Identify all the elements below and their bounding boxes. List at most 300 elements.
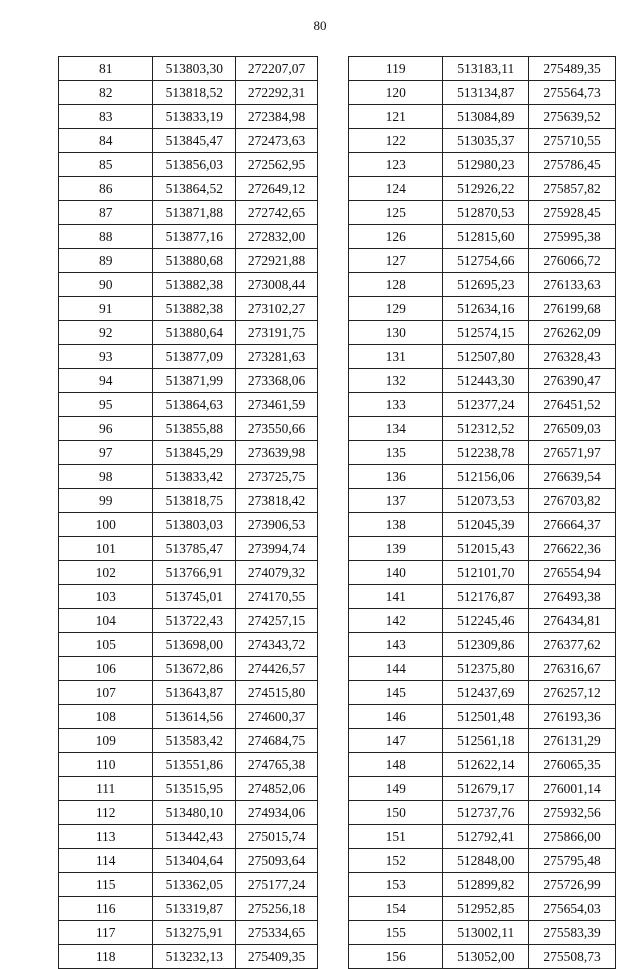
x-coordinate-cell: 512952,85 (443, 897, 529, 921)
y-coordinate-cell: 275583,39 (529, 921, 616, 945)
point-number-cell: 150 (349, 801, 443, 825)
table-row (349, 609, 616, 633)
x-coordinate-cell: 512101,70 (443, 561, 529, 585)
x-coordinate-cell: 513785,47 (153, 537, 236, 561)
y-coordinate-cell: 275995,38 (529, 225, 616, 249)
table-row (349, 129, 616, 153)
point-number-cell: 86 (59, 177, 153, 201)
x-coordinate-cell: 513614,56 (153, 705, 236, 729)
y-coordinate-cell: 275508,73 (529, 945, 616, 969)
table-row (59, 297, 318, 321)
y-coordinate-cell: 273725,75 (236, 465, 318, 489)
x-coordinate-cell: 513877,09 (153, 345, 236, 369)
table-row (59, 729, 318, 753)
point-number-cell: 134 (349, 417, 443, 441)
point-number-cell: 124 (349, 177, 443, 201)
table-row (349, 873, 616, 897)
x-coordinate-cell: 512634,16 (443, 297, 529, 321)
y-coordinate-cell: 276066,72 (529, 249, 616, 273)
point-number-cell: 91 (59, 297, 153, 321)
point-number-cell: 138 (349, 513, 443, 537)
y-coordinate-cell: 276199,68 (529, 297, 616, 321)
y-coordinate-cell: 276377,62 (529, 633, 616, 657)
y-coordinate-cell: 275489,35 (529, 57, 616, 81)
point-number-cell: 117 (59, 921, 153, 945)
point-number-cell: 141 (349, 585, 443, 609)
table-row (59, 873, 318, 897)
point-number-cell: 127 (349, 249, 443, 273)
table-row (59, 273, 318, 297)
x-coordinate-cell: 512926,22 (443, 177, 529, 201)
x-coordinate-cell: 512815,60 (443, 225, 529, 249)
table-row (349, 417, 616, 441)
x-coordinate-cell: 513845,29 (153, 441, 236, 465)
x-coordinate-cell: 513084,89 (443, 105, 529, 129)
table-row (59, 57, 318, 81)
point-number-cell: 154 (349, 897, 443, 921)
point-number-cell: 137 (349, 489, 443, 513)
point-number-cell: 143 (349, 633, 443, 657)
y-coordinate-cell: 276434,81 (529, 609, 616, 633)
point-number-cell: 85 (59, 153, 153, 177)
x-coordinate-cell: 513442,43 (153, 825, 236, 849)
x-coordinate-cell: 512443,30 (443, 369, 529, 393)
table-row (349, 369, 616, 393)
point-number-cell: 155 (349, 921, 443, 945)
x-coordinate-cell: 512377,24 (443, 393, 529, 417)
y-coordinate-cell: 275866,00 (529, 825, 616, 849)
y-coordinate-cell: 276193,36 (529, 705, 616, 729)
point-number-cell: 135 (349, 441, 443, 465)
table-body (349, 57, 616, 969)
x-coordinate-cell: 512501,48 (443, 705, 529, 729)
y-coordinate-cell: 276131,29 (529, 729, 616, 753)
y-coordinate-cell: 276571,97 (529, 441, 616, 465)
table-row (349, 225, 616, 249)
table-row (59, 849, 318, 873)
x-coordinate-cell: 513052,00 (443, 945, 529, 969)
point-number-cell: 93 (59, 345, 153, 369)
point-number-cell: 114 (59, 849, 153, 873)
y-coordinate-cell: 275409,35 (236, 945, 318, 969)
y-coordinate-cell: 275786,45 (529, 153, 616, 177)
y-coordinate-cell: 274426,57 (236, 657, 318, 681)
table-row (349, 393, 616, 417)
point-number-cell: 153 (349, 873, 443, 897)
x-coordinate-cell: 512679,17 (443, 777, 529, 801)
x-coordinate-cell: 513856,03 (153, 153, 236, 177)
table-row (59, 585, 318, 609)
y-coordinate-cell: 276257,12 (529, 681, 616, 705)
y-coordinate-cell: 274170,55 (236, 585, 318, 609)
table-row (59, 153, 318, 177)
point-number-cell: 102 (59, 561, 153, 585)
x-coordinate-cell: 512437,69 (443, 681, 529, 705)
point-number-cell: 132 (349, 369, 443, 393)
y-coordinate-cell: 275654,03 (529, 897, 616, 921)
x-coordinate-cell: 512507,80 (443, 345, 529, 369)
table-row (59, 129, 318, 153)
y-coordinate-cell: 276554,94 (529, 561, 616, 585)
x-coordinate-cell: 513766,91 (153, 561, 236, 585)
y-coordinate-cell: 274343,72 (236, 633, 318, 657)
point-number-cell: 106 (59, 657, 153, 681)
y-coordinate-cell: 276509,03 (529, 417, 616, 441)
x-coordinate-cell: 513745,01 (153, 585, 236, 609)
point-number-cell: 152 (349, 849, 443, 873)
x-coordinate-cell: 512245,46 (443, 609, 529, 633)
point-number-cell: 113 (59, 825, 153, 849)
point-number-cell: 126 (349, 225, 443, 249)
y-coordinate-cell: 275857,82 (529, 177, 616, 201)
x-coordinate-cell: 512792,41 (443, 825, 529, 849)
table-row (59, 633, 318, 657)
x-coordinate-cell: 513818,52 (153, 81, 236, 105)
x-coordinate-cell: 513183,11 (443, 57, 529, 81)
y-coordinate-cell: 276316,67 (529, 657, 616, 681)
table-row (349, 921, 616, 945)
point-number-cell: 92 (59, 321, 153, 345)
point-number-cell: 98 (59, 465, 153, 489)
y-coordinate-cell: 275726,99 (529, 873, 616, 897)
x-coordinate-cell: 513722,43 (153, 609, 236, 633)
y-coordinate-cell: 272384,98 (236, 105, 318, 129)
table-row (349, 57, 616, 81)
y-coordinate-cell: 276451,52 (529, 393, 616, 417)
table-row (349, 321, 616, 345)
table-row (59, 537, 318, 561)
table-row (349, 201, 616, 225)
y-coordinate-cell: 276664,37 (529, 513, 616, 537)
x-coordinate-cell: 513134,87 (443, 81, 529, 105)
table-row (349, 345, 616, 369)
x-coordinate-cell: 512980,23 (443, 153, 529, 177)
table-row (349, 633, 616, 657)
table-row (59, 465, 318, 489)
y-coordinate-cell: 276703,82 (529, 489, 616, 513)
table-row (59, 345, 318, 369)
table-row (59, 441, 318, 465)
table-row (349, 777, 616, 801)
x-coordinate-cell: 512622,14 (443, 753, 529, 777)
table-body (59, 57, 318, 969)
y-coordinate-cell: 272473,63 (236, 129, 318, 153)
y-coordinate-cell: 275256,18 (236, 897, 318, 921)
table-row (59, 801, 318, 825)
point-number-cell: 105 (59, 633, 153, 657)
y-coordinate-cell: 274257,15 (236, 609, 318, 633)
point-number-cell: 129 (349, 297, 443, 321)
x-coordinate-cell: 512045,39 (443, 513, 529, 537)
table-row (59, 657, 318, 681)
x-coordinate-cell: 513698,00 (153, 633, 236, 657)
y-coordinate-cell: 273994,74 (236, 537, 318, 561)
y-coordinate-cell: 273281,63 (236, 345, 318, 369)
table-row (59, 897, 318, 921)
x-coordinate-cell: 512695,23 (443, 273, 529, 297)
y-coordinate-cell: 273191,75 (236, 321, 318, 345)
x-coordinate-cell: 513583,42 (153, 729, 236, 753)
x-coordinate-cell: 513362,05 (153, 873, 236, 897)
x-coordinate-cell: 513035,37 (443, 129, 529, 153)
x-coordinate-cell: 513232,13 (153, 945, 236, 969)
x-coordinate-cell: 513319,87 (153, 897, 236, 921)
x-coordinate-cell: 513871,99 (153, 369, 236, 393)
point-number-cell: 130 (349, 321, 443, 345)
y-coordinate-cell: 272742,65 (236, 201, 318, 225)
y-coordinate-cell: 275639,52 (529, 105, 616, 129)
table-row (59, 513, 318, 537)
y-coordinate-cell: 276328,43 (529, 345, 616, 369)
table-row (349, 585, 616, 609)
table-row (349, 81, 616, 105)
point-number-cell: 139 (349, 537, 443, 561)
table-row (349, 705, 616, 729)
x-coordinate-cell: 513818,75 (153, 489, 236, 513)
point-number-cell: 88 (59, 225, 153, 249)
y-coordinate-cell: 273102,27 (236, 297, 318, 321)
table-row (59, 177, 318, 201)
x-coordinate-cell: 513855,88 (153, 417, 236, 441)
point-number-cell: 81 (59, 57, 153, 81)
point-number-cell: 84 (59, 129, 153, 153)
table-row (349, 537, 616, 561)
y-coordinate-cell: 276065,35 (529, 753, 616, 777)
point-number-cell: 87 (59, 201, 153, 225)
x-coordinate-cell: 513882,38 (153, 273, 236, 297)
point-number-cell: 156 (349, 945, 443, 969)
point-number-cell: 115 (59, 873, 153, 897)
table-row (59, 705, 318, 729)
point-number-cell: 97 (59, 441, 153, 465)
table-row (59, 777, 318, 801)
y-coordinate-cell: 272832,00 (236, 225, 318, 249)
x-coordinate-cell: 513803,03 (153, 513, 236, 537)
y-coordinate-cell: 272207,07 (236, 57, 318, 81)
y-coordinate-cell: 276262,09 (529, 321, 616, 345)
x-coordinate-cell: 513672,86 (153, 657, 236, 681)
y-coordinate-cell: 274684,75 (236, 729, 318, 753)
table-row (59, 753, 318, 777)
table-row (59, 105, 318, 129)
point-number-cell: 83 (59, 105, 153, 129)
x-coordinate-cell: 513480,10 (153, 801, 236, 825)
x-coordinate-cell: 512176,87 (443, 585, 529, 609)
table-row (349, 105, 616, 129)
y-coordinate-cell: 275710,55 (529, 129, 616, 153)
point-number-cell: 116 (59, 897, 153, 921)
coordinates-table-right (348, 56, 616, 969)
x-coordinate-cell: 512848,00 (443, 849, 529, 873)
point-number-cell: 140 (349, 561, 443, 585)
y-coordinate-cell: 274600,37 (236, 705, 318, 729)
table-row (349, 801, 616, 825)
point-number-cell: 146 (349, 705, 443, 729)
point-number-cell: 145 (349, 681, 443, 705)
x-coordinate-cell: 513002,11 (443, 921, 529, 945)
x-coordinate-cell: 513404,64 (153, 849, 236, 873)
x-coordinate-cell: 512238,78 (443, 441, 529, 465)
table-row (349, 441, 616, 465)
x-coordinate-cell: 512309,86 (443, 633, 529, 657)
x-coordinate-cell: 513833,42 (153, 465, 236, 489)
y-coordinate-cell: 272292,31 (236, 81, 318, 105)
x-coordinate-cell: 513864,52 (153, 177, 236, 201)
point-number-cell: 125 (349, 201, 443, 225)
table-row (349, 297, 616, 321)
x-coordinate-cell: 513275,91 (153, 921, 236, 945)
point-number-cell: 104 (59, 609, 153, 633)
point-number-cell: 120 (349, 81, 443, 105)
point-number-cell: 123 (349, 153, 443, 177)
y-coordinate-cell: 272562,95 (236, 153, 318, 177)
point-number-cell: 90 (59, 273, 153, 297)
y-coordinate-cell: 275928,45 (529, 201, 616, 225)
y-coordinate-cell: 276639,54 (529, 465, 616, 489)
table-row (59, 609, 318, 633)
x-coordinate-cell: 513833,19 (153, 105, 236, 129)
point-number-cell: 82 (59, 81, 153, 105)
point-number-cell: 103 (59, 585, 153, 609)
point-number-cell: 142 (349, 609, 443, 633)
table-row (349, 153, 616, 177)
table-row (59, 201, 318, 225)
point-number-cell: 131 (349, 345, 443, 369)
table-row (59, 225, 318, 249)
x-coordinate-cell: 513515,95 (153, 777, 236, 801)
y-coordinate-cell: 276133,63 (529, 273, 616, 297)
y-coordinate-cell: 275177,24 (236, 873, 318, 897)
table-row (349, 657, 616, 681)
y-coordinate-cell: 276001,14 (529, 777, 616, 801)
point-number-cell: 94 (59, 369, 153, 393)
y-coordinate-cell: 276390,47 (529, 369, 616, 393)
y-coordinate-cell: 274765,38 (236, 753, 318, 777)
y-coordinate-cell: 274934,06 (236, 801, 318, 825)
table-row (59, 825, 318, 849)
table-row (59, 417, 318, 441)
x-coordinate-cell: 513643,87 (153, 681, 236, 705)
x-coordinate-cell: 513803,30 (153, 57, 236, 81)
point-number-cell: 121 (349, 105, 443, 129)
table-row (59, 921, 318, 945)
table-row (59, 561, 318, 585)
point-number-cell: 148 (349, 753, 443, 777)
point-number-cell: 144 (349, 657, 443, 681)
table-row (349, 897, 616, 921)
point-number-cell: 147 (349, 729, 443, 753)
table-row (349, 177, 616, 201)
y-coordinate-cell: 275795,48 (529, 849, 616, 873)
table-row (59, 369, 318, 393)
table-row (59, 489, 318, 513)
x-coordinate-cell: 513871,88 (153, 201, 236, 225)
point-number-cell: 112 (59, 801, 153, 825)
table-row (349, 729, 616, 753)
page-number: 80 (313, 18, 327, 33)
y-coordinate-cell: 275932,56 (529, 801, 616, 825)
x-coordinate-cell: 512737,76 (443, 801, 529, 825)
point-number-cell: 108 (59, 705, 153, 729)
y-coordinate-cell: 273461,59 (236, 393, 318, 417)
table-row (59, 681, 318, 705)
x-coordinate-cell: 512073,53 (443, 489, 529, 513)
point-number-cell: 110 (59, 753, 153, 777)
point-number-cell: 122 (349, 129, 443, 153)
table-row (349, 249, 616, 273)
coordinates-table-left (58, 56, 318, 969)
x-coordinate-cell: 513864,63 (153, 393, 236, 417)
table-row (59, 249, 318, 273)
point-number-cell: 133 (349, 393, 443, 417)
x-coordinate-cell: 513880,68 (153, 249, 236, 273)
y-coordinate-cell: 274852,06 (236, 777, 318, 801)
y-coordinate-cell: 275334,65 (236, 921, 318, 945)
point-number-cell: 95 (59, 393, 153, 417)
table-row (349, 849, 616, 873)
x-coordinate-cell: 512015,43 (443, 537, 529, 561)
table-row (59, 945, 318, 969)
table-row (349, 561, 616, 585)
table-row (59, 393, 318, 417)
point-number-cell: 118 (59, 945, 153, 969)
table-row (349, 825, 616, 849)
point-number-cell: 107 (59, 681, 153, 705)
point-number-cell: 109 (59, 729, 153, 753)
x-coordinate-cell: 512312,52 (443, 417, 529, 441)
point-number-cell: 100 (59, 513, 153, 537)
table-row (349, 513, 616, 537)
table-row (59, 81, 318, 105)
table-row (349, 273, 616, 297)
point-number-cell: 151 (349, 825, 443, 849)
table-row (349, 753, 616, 777)
point-number-cell: 89 (59, 249, 153, 273)
point-number-cell: 128 (349, 273, 443, 297)
x-coordinate-cell: 513845,47 (153, 129, 236, 153)
y-coordinate-cell: 274515,80 (236, 681, 318, 705)
y-coordinate-cell: 275015,74 (236, 825, 318, 849)
x-coordinate-cell: 512561,18 (443, 729, 529, 753)
table-row (349, 681, 616, 705)
x-coordinate-cell: 512375,80 (443, 657, 529, 681)
point-number-cell: 99 (59, 489, 153, 513)
x-coordinate-cell: 512574,15 (443, 321, 529, 345)
point-number-cell: 111 (59, 777, 153, 801)
x-coordinate-cell: 512870,53 (443, 201, 529, 225)
x-coordinate-cell: 513880,64 (153, 321, 236, 345)
y-coordinate-cell: 276622,36 (529, 537, 616, 561)
table-row (59, 321, 318, 345)
y-coordinate-cell: 273639,98 (236, 441, 318, 465)
y-coordinate-cell: 273818,42 (236, 489, 318, 513)
point-number-cell: 101 (59, 537, 153, 561)
y-coordinate-cell: 273008,44 (236, 273, 318, 297)
table-row (349, 945, 616, 969)
table-row (349, 465, 616, 489)
table-row (349, 489, 616, 513)
y-coordinate-cell: 273550,66 (236, 417, 318, 441)
x-coordinate-cell: 512899,82 (443, 873, 529, 897)
x-coordinate-cell: 512754,66 (443, 249, 529, 273)
y-coordinate-cell: 276493,38 (529, 585, 616, 609)
y-coordinate-cell: 273906,53 (236, 513, 318, 537)
y-coordinate-cell: 272921,88 (236, 249, 318, 273)
y-coordinate-cell: 272649,12 (236, 177, 318, 201)
x-coordinate-cell: 513882,38 (153, 297, 236, 321)
x-coordinate-cell: 512156,06 (443, 465, 529, 489)
y-coordinate-cell: 273368,06 (236, 369, 318, 393)
